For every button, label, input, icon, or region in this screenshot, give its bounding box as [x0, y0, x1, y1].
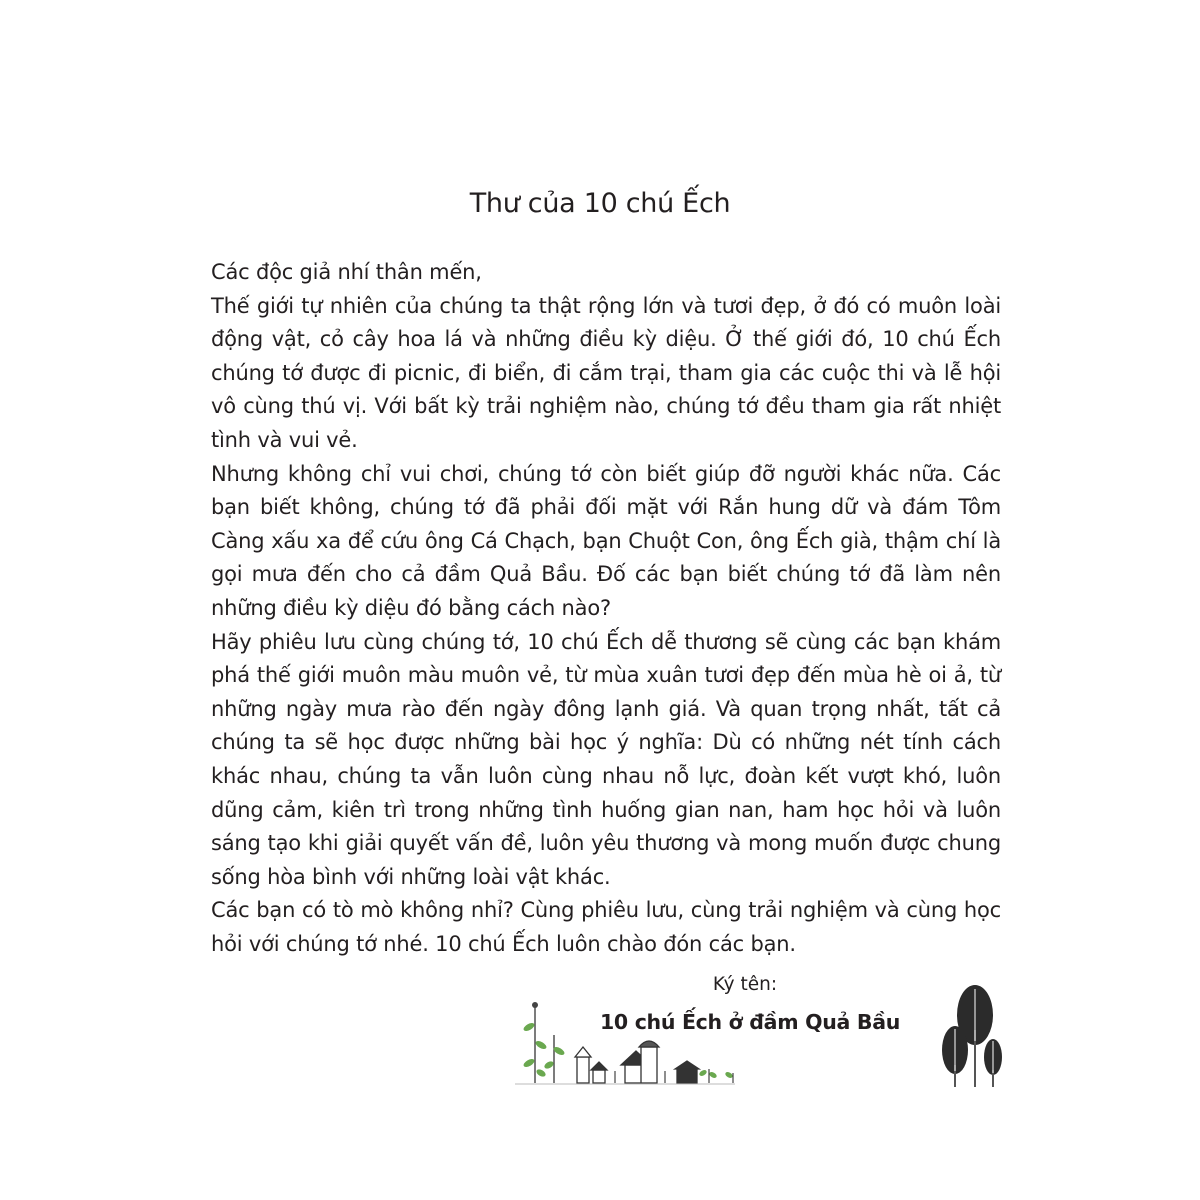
letter-paragraph: Nhưng không chỉ vui chơi, chúng tớ còn biết giúp đỡ người khác nữa. Các bạn biết không, chúng tớ đã phải đối mặt với Rắn hung dữ và đám Tôm Càng xấu xa để cứu ông Cá Chạch, bạn Chuột Con, ông Ếch già, thậm chí là gọi mưa đến cho cả đầm Quả Bầu. Đố các bạn biết chúng tớ đã làm nên những điều kỳ diệu đó bằng cách nào?: [211, 461, 1001, 620]
letter-title: Thư của 10 chú Ếch: [469, 188, 731, 219]
letter-paragraph: Thế giới tự nhiên của chúng ta thật rộng lớn và tươi đẹp, ở đó có muôn loài động vật, cỏ cây hoa lá và những điều kỳ diệu. Ở thế giới đó, 10 chú Ếch chúng tớ được đi picnic, đi biển, đi cắm trại, tham gia các cuộc thi và lễ hội vô cùng thú vị. Với bất kỳ trải nghiệm nào, chúng tớ đều tham gia rất nhiệt tình và vui vẻ.: [211, 293, 1001, 452]
house-icon: [575, 1041, 699, 1083]
bud-icon: [532, 1002, 538, 1008]
village-illustration: [515, 975, 1010, 1095]
letter-paragraph: Các bạn có tò mò không nhỉ? Cùng phiêu lưu, cùng trải nghiệm và cùng học hỏi với chúng tớ nhé. 10 chú Ếch luôn chào đón các bạn.: [211, 898, 1001, 956]
signature-label: Ký tên:: [712, 974, 778, 995]
letter-paragraph: Hãy phiêu lưu cùng chúng tớ, 10 chú Ếch dễ thương sẽ cùng các bạn khám phá thế giới muôn màu muôn vẻ, từ mùa xuân tươi đẹp đến mùa hè oi ả, từ những ngày mưa rào đến ngày đông lạnh giá. Và quan trọng nhất, tất cả chúng ta sẽ học được những bài học ý nghĩa: Dù có những nét tính cách khác nhau, chúng ta vẫn luôn cùng nhau nỗ lực, đoàn kết vượt khó, luôn dũng cảm, kiên trì trong những tình huống gian nan, ham học hỏi và luôn sáng tạo khi giải quyết vấn đề, luôn yêu thương và mong muốn được chung sống hòa bình với những loài vật khác.: [211, 629, 1001, 889]
signature-name: 10 chú Ếch ở đầm Quả Bầu: [599, 1010, 901, 1034]
letter-paragraph: Các độc giả nhí thân mến,: [211, 260, 482, 284]
letter-body: [211, 256, 1001, 961]
